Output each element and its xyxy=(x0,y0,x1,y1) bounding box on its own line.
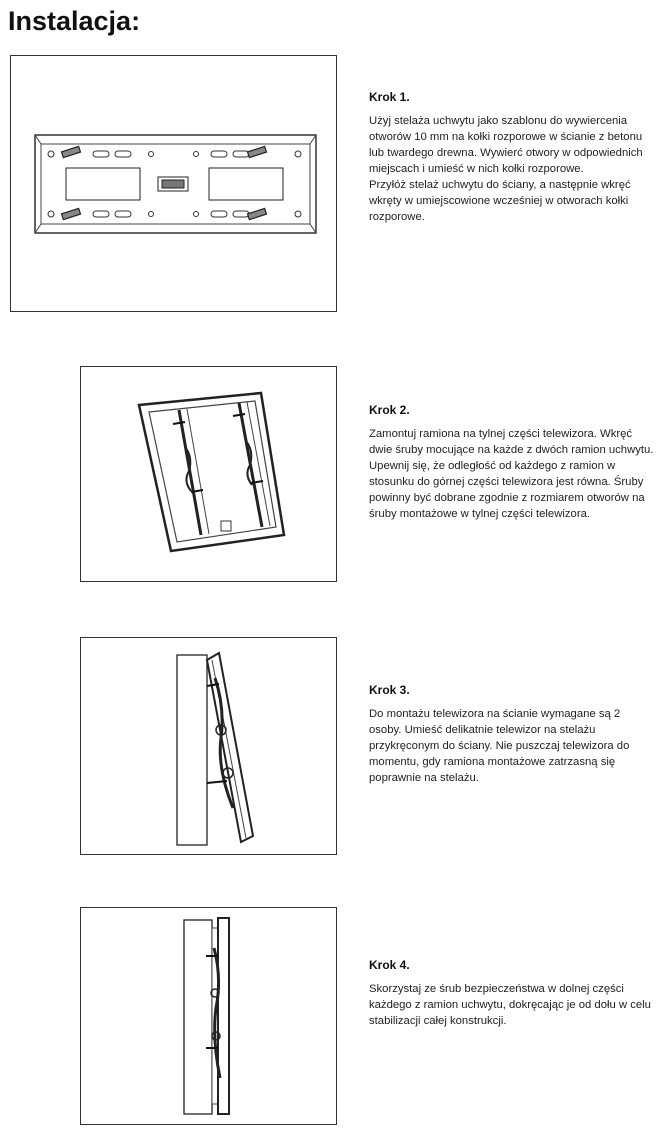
step-3-illustration xyxy=(80,637,337,855)
step-3-title: Krok 3. xyxy=(369,683,410,697)
step-1-illustration xyxy=(10,55,337,312)
step-1-paragraph-1: Użyj stelaża uchwytu jako szablonu do wywiercenia otworów 10 mm na kołki rozporowe w ścianie z betonu lub twardego drewna. Wywierć otwory w odpowiednich miejscach i umieść w nich kołki rozporowe. xyxy=(369,115,643,175)
step-2-title: Krok 2. xyxy=(369,403,410,417)
step-2-paragraph-1: Zamontuj ramiona na tylnej części telewizora. Wkręć dwie śruby mocujące na każde z dwóch ramion uchwytu. Upewnij się, że odległość od każdego z ramion w stosunku do górnej części telewizora jest równa. Śruby powinny być dobrane zgodnie z rozmiarem otworów na śruby montażowe w tylnej części telewizora. xyxy=(369,428,654,520)
step-3-paragraph-1: Do montażu telewizora na ścianie wymagane są 2 osoby. Umieść delikatnie telewizor na stelażu przykręconym do ściany. Nie puszczaj telewizora do momentu, gdy ramiona montażowe zatrzasną się poprawnie na stelażu. xyxy=(369,708,630,784)
step-4-title: Krok 4. xyxy=(369,958,410,972)
step-3 xyxy=(369,683,654,786)
tv-hanging-drawing xyxy=(81,638,338,856)
step-1 xyxy=(369,90,654,225)
page-title: Instalacja: xyxy=(8,6,141,36)
step-4 xyxy=(369,958,654,1029)
step-4-illustration xyxy=(80,907,337,1125)
step-1-paragraph-2: Przyłóż stelaż uchwytu do ściany, a następnie wkręć wkręty w umiejscowione wcześniej w otworach kołki rozporowe. xyxy=(369,179,631,223)
tv-mounted-drawing xyxy=(81,908,338,1126)
wall-plate-drawing xyxy=(11,56,338,313)
tv-back-arms-drawing xyxy=(81,367,338,583)
step-2-illustration xyxy=(80,366,337,582)
step-2 xyxy=(369,403,654,522)
step-4-paragraph-1: Skorzystaj ze śrub bezpieczeństwa w dolnej części każdego z ramion uchwytu, dokręcając je od dołu w celu stabilizacji całej konstrukcji. xyxy=(369,983,651,1027)
step-1-title: Krok 1. xyxy=(369,90,410,104)
